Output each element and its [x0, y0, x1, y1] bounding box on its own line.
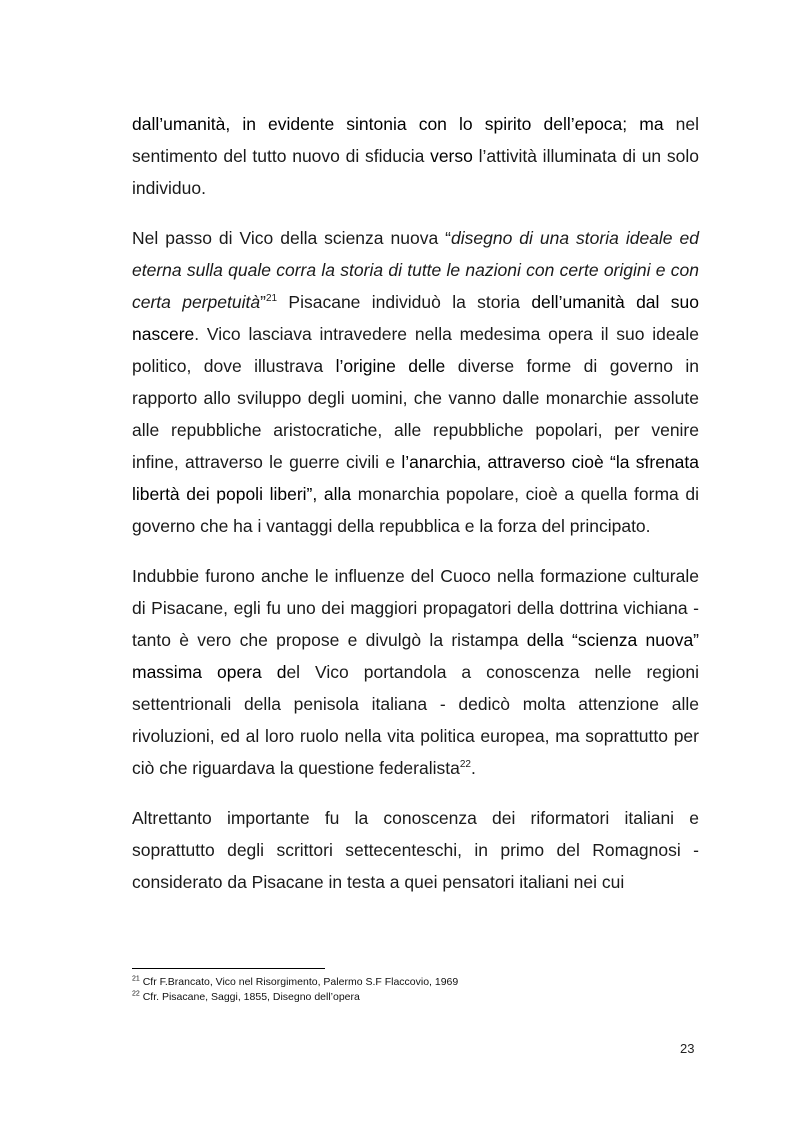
footnote-21 [132, 975, 699, 990]
paragraph-4 [132, 802, 699, 898]
text-segment: l’origine delle [335, 356, 446, 376]
text-segment: el Vico portandola a conoscenza nelle regioni settentrionali della penisola italiana - dedicò molta attenzione alle rivoluzioni, ed al loro ruolo nella vita politica europea, ma soprattutto per ciò che riguardava la questione federalista [132, 662, 699, 778]
footnote-reference: 22 [459, 759, 471, 771]
footnote-text: Cfr. Pisacane, Saggi, 1855, Disegno dell’opera [139, 991, 360, 1003]
footnote-22 [132, 990, 699, 1005]
footnote-reference: 21 [265, 293, 278, 305]
footnote-separator [132, 968, 325, 969]
paragraph-1 [132, 108, 699, 204]
body-text [132, 108, 699, 898]
quotation-text: disegno di una storia ideale ed eterna sulla quale corra la storia di tutte le nazioni con certe origini e con certa perpetuità [132, 228, 699, 312]
text-segment: ” [260, 292, 266, 312]
text-segment: . [470, 758, 476, 778]
text-segment: l’attività illuminata di un solo individuo. [132, 146, 699, 198]
footnote-number: 21 [132, 975, 140, 983]
text-segment: dall’umanità, in evidente sintonia con lo spirito dell’epoca; ma [132, 114, 664, 134]
text-segment: nel sentimento del tutto nuovo di sfiducia [132, 114, 700, 166]
text-segment: Indubbie furono anche le influenze del Cuoco nella formazione culturale di Pisacane, egli fu uno dei maggiori propagatori della dottrina vichiana - tanto è vero che propose e divulgò la ristampa [132, 566, 699, 650]
paragraph-2 [132, 222, 699, 542]
footnote-number: 22 [132, 990, 140, 998]
text-segment: Altrettanto importante fu la conoscenza dei riformatori italiani e soprattutto degli scrittori settecenteschi, in primo del Romagnosi - considerato da Pisacane in testa a quei pensatori italiani nei cui [132, 808, 699, 892]
footnotes [132, 975, 699, 1005]
text-segment: Pisacane individuò la storia [277, 292, 532, 312]
text-segment: l’anarchia, attraverso cioè “la sfrenata libertà dei popoli liberi”, alla [132, 452, 700, 504]
footnote-text: Cfr F.Brancato, Vico nel Risorgimento, Palermo S.F Flaccovio, 1969 [139, 976, 459, 988]
text-segment: monarchia popolare, cioè a quella forma di governo che ha i vantaggi della repubblica e la forza del principato. [132, 484, 699, 536]
text-segment: della “scienza nuova” massima opera d [132, 630, 700, 682]
text-segment: verso [430, 146, 473, 166]
text-segment: . Vico lasciava intravedere nella medesima opera il suo ideale politico, dove illustrava [132, 324, 699, 376]
text-segment: Nel passo di Vico della scienza nuova “ [132, 228, 451, 248]
page-number: 23 [680, 1041, 695, 1056]
text-segment: dell’umanità dal suo nascere [132, 292, 699, 344]
paragraph-3 [132, 560, 699, 784]
text-segment: diverse forme di governo in rapporto allo sviluppo degli uomini, che vanno dalle monarchie assolute alle repubbliche aristocratiche, alle repubbliche popolari, per venire infine, attraverso le guerre civili e [132, 356, 699, 472]
